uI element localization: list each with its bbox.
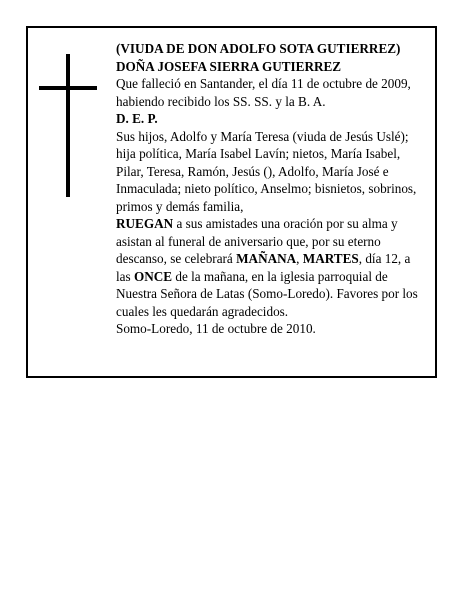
death-statement: Que falleció en Santander, el día 11 de octubre de 2009, habiendo recibido los SS. SS. y la B. A. <box>116 76 411 109</box>
place-date: Somo-Loredo, 11 de octubre de 2010. <box>116 321 316 336</box>
request-text-3: de la mañana, en la iglesia parroquial de Nuestra Señora de Latas (Somo-Loredo). Favores por los cuales les quedarán agradecidos. <box>116 268 418 319</box>
request-text-1: a sus amistades una oración por su alma y asistan al funeral de aniversario que, por su eterno descanso, se celebrará <box>116 216 398 266</box>
cross-icon <box>39 54 97 197</box>
request-text-2: , día 12, a las <box>116 251 411 284</box>
request-comma: , <box>296 251 303 266</box>
dep-line: D. E. P. <box>116 111 158 126</box>
cross-horizontal-bar <box>39 86 97 90</box>
deceased-name: DOÑA JOSEFA SIERRA GUTIERREZ <box>116 58 342 74</box>
martes-label: MARTES <box>302 251 359 266</box>
cross-vertical-bar <box>66 54 70 197</box>
obituary-notice <box>26 26 437 378</box>
notice-header-line: (VIUDA DE DON ADOLFO SOTA GUTIERREZ) <box>116 41 401 56</box>
manana-label: MAÑANA <box>236 251 297 266</box>
funeral-request <box>116 215 426 320</box>
family-list: Sus hijos, Adolfo y María Teresa (viuda de Jesús Uslé); hija política, María Isabel Lavín; nietos, María Isabel, Pilar, Teresa, Ramón, Jesús (), Adolfo, María José e Inmaculada; nieto político, Anselmo; bisnietos, sobrinos, primos y demás familia, <box>116 128 417 214</box>
ruegan-label: RUEGAN <box>116 216 174 231</box>
notice-body <box>116 40 426 338</box>
once-label: ONCE <box>133 268 173 284</box>
